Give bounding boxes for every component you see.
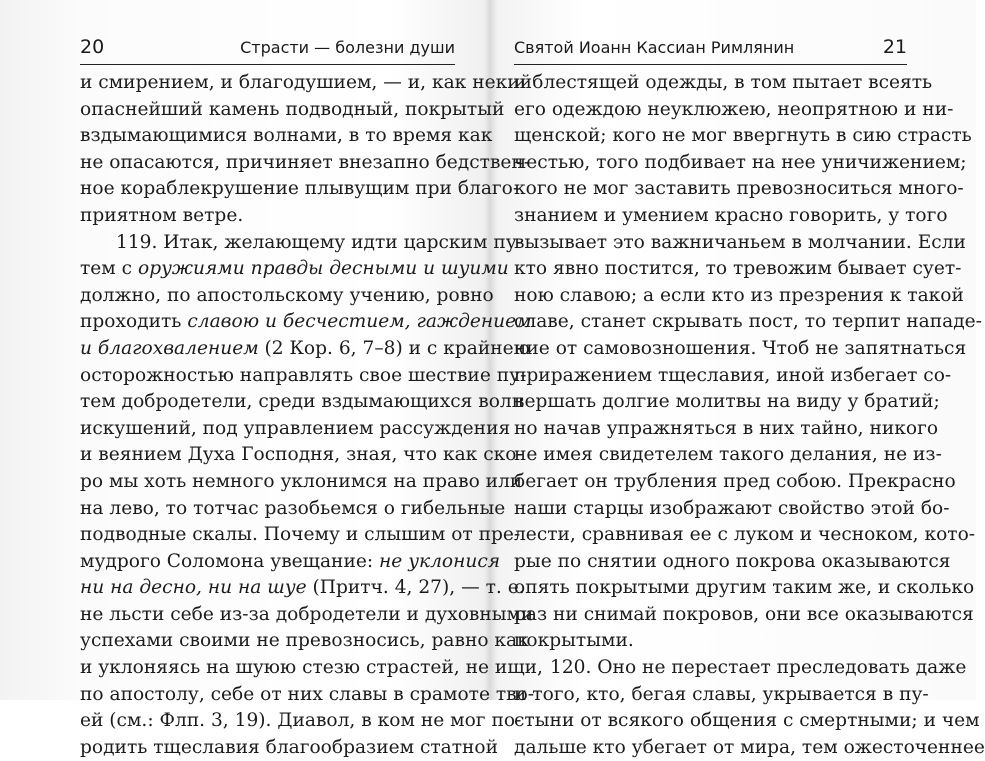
text-line: вершать долгие молитвы на виду у братий; [514,391,940,413]
italic-phrase: оружиями правды десными и шуими [138,258,509,280]
text-line: искушений, под управлением рассуждения [80,417,511,439]
text-line: бегает он трубления пред собою. Прекрасно [514,470,956,492]
right-page [488,0,985,758]
text-line: осторожностью направлять свое шествие пу- [80,364,527,386]
text-line: опаснейший камень подводный, покрытый [80,98,505,120]
text-line: кто явно постится, то тревожим бывает сует- [514,258,962,280]
text-line: тем добродетели, среди вздымающихся волн [80,391,525,413]
text-line: лести, сравнивая ее с луком и чесноком, кото- [514,524,976,546]
text-line: дальше кто убегает от мира, тем ожесточеннее [514,736,985,758]
text-line-italic: и благохвалением (2 Кор. 6, 7–8) и с крайнею [80,337,530,359]
text-line: на лево, то тотчас разобьемся о гибельные [80,497,506,519]
text-line: и уклоняясь на шуюю стезю страстей, не ищи, [80,657,543,679]
text-line: честью, того подбивает на нее уничижением; [514,151,967,173]
text-line: приражением тщеславия, иной избегает со- [514,364,952,386]
text-line: должно, по апостольскому учению, ровно [80,284,494,306]
text-line: ною славою; а если кто из презрения к такой [514,284,964,306]
text-line: ей (см.: Флп. 3, 19). Диавол, в ком не мог по- [80,710,522,732]
left-page-header [80,34,455,65]
text-line: его одеждою неуклюжею, неопрятною и ни- [514,98,954,120]
text-line-italic: тем с оружиями правды десными и шуими [80,258,509,280]
left-page-text [80,70,543,761]
text-line: 119. Итак, желающему идти царским пу- [116,231,523,253]
text-line: успехами своими не превозносись, равно как [80,630,529,652]
italic-phrase: славою и бесчестием, гаждением [187,311,532,333]
text-line: приятном ветре. [80,204,244,226]
text-line: рые по снятии одного покрова оказываются [514,550,951,572]
text-line: и смирением, и благодушием, — и, как некий [80,72,532,93]
text-line: и блестящей одежды, в том пытает всеять [514,72,933,93]
text-line: не льсти себе из-за добродетели и духовными [80,603,534,625]
page-number: 21 [882,36,907,58]
text-line: щенской; кого не мог ввергнуть в сию страсть [514,125,972,147]
text-line-italic: мудрого Соломона увещание: не уклонися [80,550,501,572]
text-line: знанием и умением красно говорить, у того [514,204,948,226]
page-number: 20 [80,36,105,58]
text-line: стыни от всякого общения с смертными; и чем [514,710,980,732]
right-page-header [514,34,907,65]
text-line: не имея свидетелем такого делания, не из- [514,444,942,466]
italic-phrase: и благохвалением [80,337,259,359]
text-line: покрытыми. [514,630,634,652]
text-line-italic: ни на десно, ни на шуе (Притч. 4, 27), — т. е. [80,577,525,599]
italic-phrase: не уклонися [379,550,501,572]
running-title: Страсти — болезни души [240,38,455,57]
text-line: но начав упражняться в них тайно, никого [514,417,939,439]
text-line: вздымающимися волнами, в то время как [80,125,493,147]
text-line: раз ни снимай покровов, они все оказываются [514,603,974,625]
text-line: не опасаются, причиняет внезапно бедствен- [80,151,531,173]
text-line: славе, станет скрывать пост, то терпит нападе- [514,311,982,333]
italic-phrase: ни на десно, ни на шуе [80,577,307,599]
running-title: Святой Иоанн Кассиан Римлянин [514,38,795,57]
right-page-text [514,70,985,761]
text-line: наши старцы изображают свойство этой бо- [514,497,950,519]
text-line: вызывает это важничаньем в молчании. Если [514,231,966,253]
text-line: родить тщеславия благообразием статной [80,736,499,758]
text-line-italic: проходить славою и бесчестием, гаждением [80,311,532,333]
text-line: ро мы хоть немного уклонимся на право или [80,470,523,492]
text-line: и веянием Духа Господня, зная, что как ско- [80,444,523,466]
text-line: и того, кто, бегая славы, укрывается в пу- [514,683,929,705]
text-line: ние от самовозношения. Чтоб не запятнаться [514,337,967,359]
text-line: подводные скалы. Почему и слышим от пре- [80,524,521,546]
text-line: по апостолу, себе от них славы в срамоте тво- [80,683,535,705]
text-line: кого не мог заставить превозноситься много- [514,178,964,200]
text-line: опять покрытыми другим таким же, и сколько [514,577,975,599]
text-line: ное кораблекрушение плывущим при благо- [80,178,520,200]
text-line: 120. Оно не перестает преследовать даже [550,657,967,679]
